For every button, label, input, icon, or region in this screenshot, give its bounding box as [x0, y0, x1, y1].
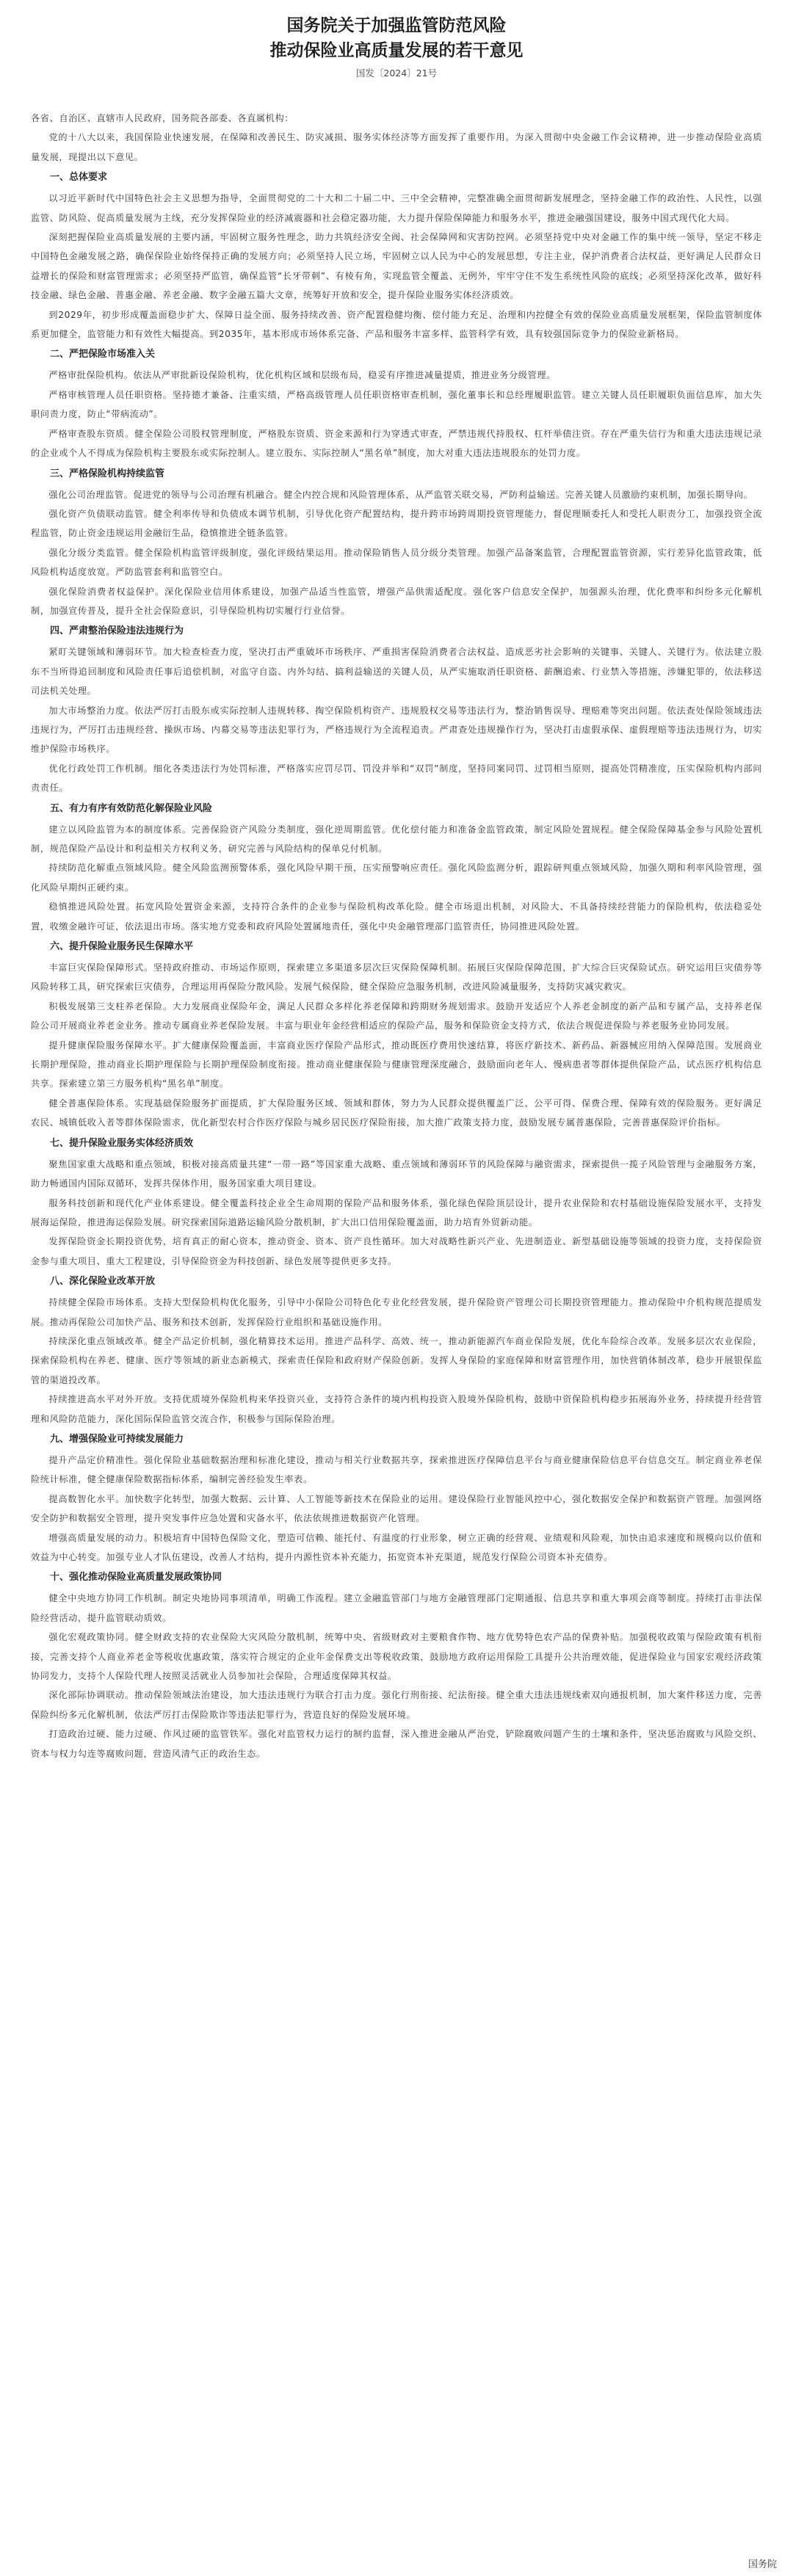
section-heading: 八、深化保险业改革开放 [50, 1276, 156, 1288]
document-number: 国发〔2024〕21号 [355, 68, 438, 79]
section-paragraph: 增强高质量发展的动力。积极培育中国特色保险文化，塑造可信赖、能托付、有温度的行业形象，树立正确的经营观、业绩观和风险观，加快由追求速度和规模向以价值和效益为中心转变。加强专业人才队伍建设，改善人才结构，提升内源性资本补充能力，拓宽资本补充渠道，规范发行保险公司资本补充债券。 [31, 1532, 762, 1562]
section-heading: 五、有力有序有效防范化解保险业风险 [50, 802, 213, 814]
section-heading: 三、严格保险机构持续监管 [50, 468, 165, 479]
section-heading: 六、提升保险业服务民生保障水平 [50, 941, 194, 953]
section-paragraph: 积极发展第三支柱养老保险。大力发展商业保险年金，满足人民群众多样化养老保障和跨期财务规划需求。鼓励开发适应个人养老金制度的新产品和专属产品，支持养老保险公司开展商业养老金业务。推动专属商业养老保险发展。丰富与职业年金经营相适应的保险产品，服务和保险资金支持方式，依法合规促进保险与养老服务业协同发展。 [31, 1001, 762, 1031]
section-paragraph: 服务科技创新和现代化产业体系建设。健全覆盖科技企业全生命周期的保险产品和服务体系，强化绿色保险顶层设计，提升农业保险和农村基础设施保险发展水平，支持发展海运保险，推进海运保险发展。研究探索国际道路运输风险分散机制，扩大出口信用保险覆盖面，助力培育外贸新动能。 [31, 1197, 762, 1227]
section-paragraph: 提升健康保险服务保障水平。扩大健康保险覆盖面，丰富商业医疗保险产品形式，推动既医疗费用快速结算，将医疗新技术、新药品、新器械应用纳入保障范围。发展商业长期护理保险，推动商业长期护理保险与长期护理保险制度衔接。推动商业健康保险与健康管理深度融合，鼓励面向老年人、慢病患者等群体提供保险产品，试点医疗机构信息共享。探索建立第三方服务机构“黑名单”制度。 [31, 1040, 762, 1089]
section-7 [31, 1133, 762, 1271]
section-paragraph: 健全普惠保险体系。实现基础保险服务扩面提质，扩大保险服务区域、领域和群体，努力为人民群众提供覆盖广泛、公平可得、保费合理、保障有效的保险服务。更好满足农民、城镇低收入者等群体保险需求，优化新型农村合作医疗保险与城乡居民医疗保险衔接，加大推广政策支持力度，鼓励发展专属普惠保险，完善普惠保险评价指标。 [31, 1097, 762, 1128]
section-5 [31, 798, 762, 936]
document-body [31, 167, 762, 1763]
section-paragraph: 深刻把握保险业高质量发展的主要内涵，牢固树立服务性理念，助力共筑经济安全阀、社会保障网和灾害防控网。必须坚持党中央对金融工作的集中统一领导，坚定不移走中国特色金融发展之路，确保保险业始终保持正确的发展方向；必须坚持人民立场，牢固树立以人民为中心的发展思想，专注主业，保护消费者合法权益，更好满足人民群众日益增长的保险和财富管理需求；必须坚持严监管，确保监管“长牙带刺”、有棱有角，实现监管全覆盖、无例外，牢牢守住不发生系统性风险的底线；必须坚持深化改革，做好科技金融、绿色金融、普惠金融、养老金融、数字金融五篇大文章，统筹好开放和安全，提升保险业服务实体经济质效。 [31, 232, 762, 301]
document-title-line-2: 推动保险业高质量发展的若干意见 [269, 40, 524, 60]
section-9 [31, 1429, 762, 1567]
section-paragraph: 稳慎推进风险处置。拓宽风险处置资金来源，支持符合条件的企业参与保险机构改革化险。健全市场退出机制，对风险大、不具备持续经营能力的保险机构，依法稳妥处置，收缴金融许可证，依法退出市场。落实地方党委和政府风险处置属地责任，强化中央金融管理部门监管责任，协同推进风险处置。 [31, 901, 762, 932]
section-paragraph: 建立以风险监管为本的制度体系。完善保险资产风险分类制度，强化逆周期监管。优化偿付能力和准备金监管政策，制定风险处置规程。健全保险保障基金参与风险处置机制，规范保险产品设计和利益相关方权利义务，研究完善与风险结构的保单兑付机制。 [31, 824, 762, 854]
section-6 [31, 936, 762, 1133]
section-paragraph: 加大市场整治力度。依法严厉打击股东或实际控制人违规转移、掏空保险机构资产、违规股权交易等违法行为，整治销售误导、理赔难等突出问题。依法查处保险领域违法违规行为，严厉打击违规经营、操纵市场、内幕交易等违法犯罪行为，严格违规行为全流程追责。严肃查处违规操作行为，坚决打击虚假承保、虚假理赔等违法违规行为，切实维护保险市场秩序。 [31, 705, 762, 755]
section-heading: 二、严把保险市场准入关 [50, 349, 156, 360]
section-paragraph: 持续推进高水平对外开放。支持优质境外保险机构来华投资兴业，支持符合条件的境内机构投资入股境外保险机构，鼓励中资保险机构稳步拓展海外业务，持续提升经营管理和风险防范能力，深化国际保险监管交流合作，积极参与国际保险治理。 [31, 1394, 762, 1424]
section-paragraph: 持续深化重点领域改革。健全产品定价机制，强化精算技术运用。推进产品科学、高效、统一，推动新能源汽车商业保险发展，优化车险综合改革。发展多层次农业保险，探索保险机构在养老、健康、医疗等领域的新业态新模式，探索责任保险和政府财产保险创新。发挥人身保险的家庭保障和财富管理作用，加快营销体制改革，稳步开展银保监管的渠道投改革。 [31, 1335, 762, 1385]
section-paragraph: 优化行政处罚工作机制。细化各类违法行为处罚标准，严格落实应罚尽罚、罚没并举和“双罚”制度，坚持同案同罚、过罚相当原则，提高处罚精准度，压实保险机构内部问责责任。 [31, 763, 762, 794]
section-paragraph: 发挥保险资金长期投资优势，培育真正的耐心资本，推动资金、资本、资产良性循环。加大对战略性新兴产业、先进制造业、新型基础设施等领域的投资力度，支持保险资金参与重大项目、重大工程建设，引导保险资金为科技创新、绿色发展等提供更多支持。 [31, 1236, 762, 1266]
section-heading: 四、严肃整治保险违法违规行为 [50, 625, 184, 637]
section-paragraph: 严格审核管理人员任职资格。坚持德才兼备、注重实绩，严格高级管理人员任职资格审查机制，强化董事长和总经理履职监管。建立关键人员任职履职负面信息库，加大失职问责力度，防止“带病流动”。 [31, 389, 762, 420]
section-paragraph: 深化部际协调联动。推动保险领域法治建设，加大违法违规行为联合打击力度。强化行刑衔接、纪法衔接。健全重大违法违规线索双向通报机制，加大案件移送力度，完善保险纠纷多元化解机制，依法严厉打击保险欺诈等违法犯罪行为，营造良好的保险发展环境。 [31, 1690, 762, 1720]
section-paragraph: 强化资产负债联动监管。健全利率传导和负债成本调节机制，引导优化资产配置结构，提升跨市场跨周期投资管理能力，督促理顺委托人和受托人职责分工，加强投资全流程监管，防止资金违规运用金融衍生品，稳慎推进全链条监管。 [31, 508, 762, 539]
section-paragraph: 以习近平新时代中国特色社会主义思想为指导，全面贯彻党的二十大和二十届二中、三中全会精神，完整准确全面贯彻新发展理念，坚持金融工作的政治性、人民性，以强监管、防风险、促高质量发展为主线，充分发挥保险业的经济减震器和社会稳定器功能，大力提升保险保障能力和服务水平，推进金融强国建设，服务中国式现代化大局。 [31, 193, 762, 223]
section-paragraph: 严格审批保险机构。依法从严审批新设保险机构，优化机构区域和层级布局，稳妥有序推进减量提质，推进业务分级管理。 [48, 370, 556, 381]
section-4 [31, 620, 762, 797]
section-paragraph: 提高数智化水平。加快数字化转型，加强大数据、云计算、人工智能等新技术在保险业的运用。建设保险行业智能风控中心，强化数据安全保护和数据资产管理。加强网络安全防护和数据安全管理，提升突发事件应急处置和灾备水平，依法依规推进数据资产化管理。 [31, 1493, 762, 1524]
section-1 [31, 167, 762, 344]
section-paragraph: 打造政治过硬、能力过硬、作风过硬的监管铁军。强化对监管权力运行的制约监督，深入推进金融从严治党，铲除腐败问题产生的土壤和条件，坚决惩治腐败与风险交织、资本与权力勾连等腐败问题，营造风清气正的政治生态。 [31, 1729, 762, 1759]
section-heading: 九、增强保险业可持续发展能力 [50, 1433, 184, 1445]
document-title-line-1: 国务院关于加强监管防范风险 [286, 15, 507, 35]
section-paragraph: 紧盯关键领域和薄弱环节。加大检查检查力度，坚决打击严重破坏市场秩序、严重损害保险消费者合法权益、造成恶劣社会影响的关键事、关键人、关键行为。依法建立股东不当所得追回制度和风险责任事后追偿机制，对监守自盗、内外勾结、搞利益输送的关键人员，从严实施取消任职资格、薪酬追索、行业禁入等措施，涉嫌犯罪的，依法移送司法机关处理。 [31, 647, 762, 697]
section-heading: 七、提升保险业服务实体经济质效 [50, 1137, 194, 1149]
section-paragraph: 严格审查股东资质。健全保险公司股权管理制度，严格股东资质、资金来源和行为穿透式审查，严禁违规代持股权、杠杆举债注资。存在严重失信行为和重大违法违规记录的企业或个人不得成为保险机构主要股东或实际控制人。建立股东、实际控制人“黑名单”制度，加大对重大违法违规股东的处罚力度。 [31, 428, 762, 459]
section-paragraph: 持续健全保险市场体系。支持大型保险机构优化服务，引导中小保险公司特色化专业化经营发展，提升保险资产管理公司长期投资管理能力。推动保险中介机构规范提质发展。推动再保险公司加快产品、服务和技术创新，发挥保险行业组织和基础设施作用。 [31, 1297, 762, 1327]
section-2 [31, 344, 762, 462]
section-heading: 十、强化推动保险业高质量发展政策协同 [50, 1572, 222, 1583]
section-paragraph: 提升产品定价精准性。强化保险业基础数据治理和标准化建设，推动与相关行业数据共享，探索推进医疗保障信息平台与商业健康保险信息平台信息交互。制定商业养老保险统计标准，健全健康保险数据指标体系，编制完善经验发生率表。 [31, 1454, 762, 1485]
section-10 [31, 1567, 762, 1763]
section-paragraph: 到2029年，初步形成覆盖面稳步扩大、保障日益全面、服务持续改善、资产配置稳健均衡、偿付能力充足、治理和内控健全有效的保险业高质量发展框架，保险监管制度体系更加健全，监管能力和有效性大幅提高。到2035年，基本形成市场体系完备、产品和服务丰富多样、监管科学有效，具有较强国际竞争力的保险业新格局。 [31, 309, 762, 340]
section-paragraph: 持续防范化解重点领域风险。健全风险监测预警体系，强化风险早期干预，压实预警响应责任。强化风险监测分析，跟踪研判重点领域风险，加强久期和利率风险管理，强化风险早期纠正硬约束。 [31, 863, 762, 893]
section-paragraph: 聚焦国家重大战略和重点领域，积极对接高质量共建“一带一路”等国家重大战略、重点领域和薄弱环节的风险保障与融资需求，探索提供一揽子风险管理与金融服务方案，助力畅通国内国际双循环，发挥共保体作用，服务国家重大项目建设。 [31, 1158, 762, 1189]
section-paragraph: 强化宏观政策协同。健全财政支持的农业保险大灾风险分散机制，统筹中央、省级财政对主要粮食作物、地方优势特色农产品的保费补贴。加强税收政策与保险政策有机衔接，完善支持个人商业养老金等税收优惠政策，落实符合规定的企业年金保费支出等税收政策，鼓励地方政府运用保险工具提升公共治理效能，促进保险业与国家宏观经济政策协同发力，支持个人保险代理人按照灵活就业人员参加社会保险，合理适度保障其权益。 [31, 1632, 762, 1682]
section-paragraph: 丰富巨灾保险保障形式。坚持政府推动、市场运作原则，探索建立多渠道多层次巨灾保险保障机制。拓展巨灾保险保障范围，扩大综合巨灾保险试点。研究运用巨灾债券等风险转移工具，研究探索巨灾债券，合理运用再保险分散风险。发展气候保险，健全保险应急服务机制，改进风险减量服务，支持防灾减灾救灾。 [31, 962, 762, 993]
section-paragraph: 强化公司治理监管。促进党的领导与公司治理有机融合。健全内控合规和风险管理体系，从严监管关联交易，严防利益输送。完善关键人员激励约束机制，加强长期导向。 [48, 489, 753, 500]
section-paragraph: 强化分级分类监管。健全保险机构监管评级制度，强化评级结果运用。推动保险销售人员分级分类管理。加强产品备案监管，合理配置监管资源，实行差异化监管政策，低风险机构适度放宽。严防监管套利和监管空白。 [31, 547, 762, 578]
section-paragraph: 健全中央地方协同工作机制。制定央地协同事项清单，明确工作流程。建立金融监管部门与地方金融管理部门定期通报、信息共享和重大事项会商等制度。持续打击非法保险经营活动，提升监管联动质效。 [31, 1593, 762, 1623]
intro-paragraph: 党的十八大以来，我国保险业快速发展，在保障和改善民生、防灾减损、服务实体经济等方面发挥了重要作用。为深入贯彻中央金融工作会议精神，进一步推动保险业高质量发展，现提出以下意见。 [31, 132, 762, 162]
section-3 [31, 463, 762, 621]
section-8 [31, 1271, 762, 1429]
section-heading: 一、总体要求 [50, 172, 108, 184]
section-paragraph: 强化保险消费者权益保护。深化保险业信用体系建设，加强产品适当性监管，增强产品供需适配度。强化客户信息安全保护，加强源头治理，优化费率和纠纷多元化解机制，加强宣传普及，提升全社会保险意识，引导保险机构切实履行行业信誉。 [31, 586, 762, 616]
salutation: 各省、自治区、直辖市人民政府，国务院各部委、各直属机构： [31, 113, 294, 123]
issuer-footer: 国务院 [747, 2559, 777, 2570]
